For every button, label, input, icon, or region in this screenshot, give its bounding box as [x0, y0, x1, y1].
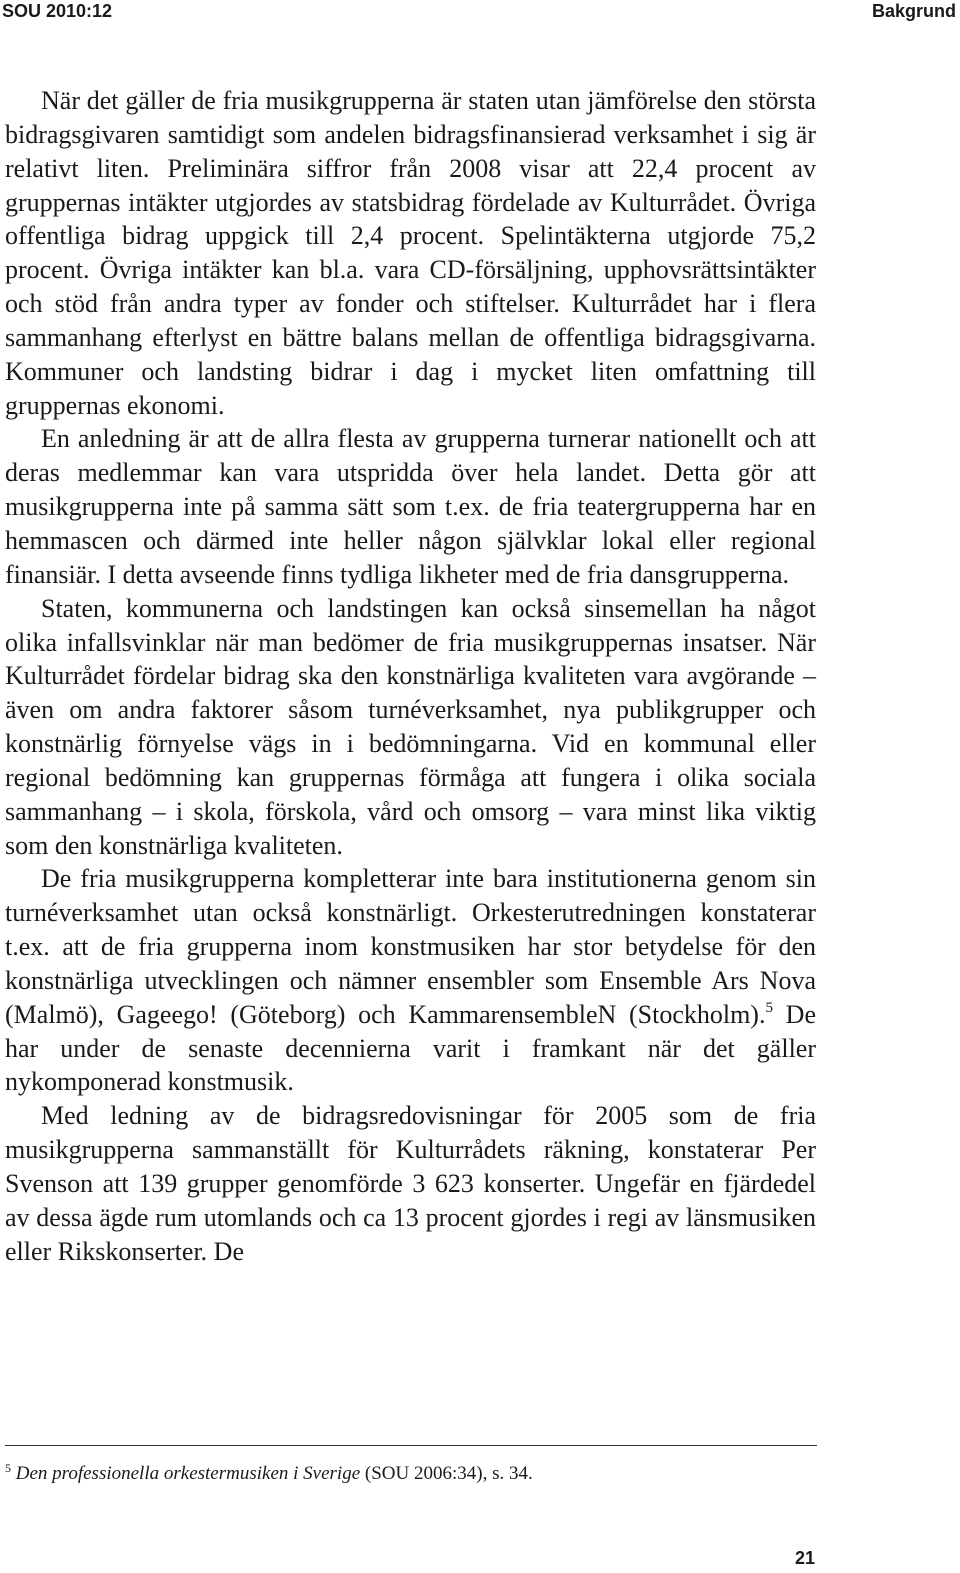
document-reference: SOU 2010:12	[2, 1, 113, 21]
footnote	[5, 1463, 825, 1485]
running-header	[0, 0, 960, 22]
footnote-divider	[5, 1445, 817, 1446]
paragraph-4-text-b: De har under de senaste decennierna varit i framkant när det gäller nykomponerad konstmusik.	[5, 999, 816, 1097]
body-text	[5, 84, 816, 1269]
paragraph-2: En anledning är att de allra flesta av grupperna turnerar nationellt och att deras medlemmar kan vara utspridda över hela landet. Detta gör att musikgrupperna inte på samma sätt som t.ex. de fria teatergrupperna har en hemmascen och därmed inte heller någon självklar lokal eller regional finansiär. I detta avseende finns tydliga likheter med de fria dansgrupperna.	[5, 424, 816, 589]
footnote-number: 5	[5, 1461, 11, 1475]
footnote-reference[interactable]: 5	[765, 999, 773, 1016]
paragraph-4-text-a: De fria musikgrupperna kompletterar inte bara institutionerna genom sin turnéverksamhet utan också konstnärligt. Orkesterutredningen konstaterar t.ex. att de fria grupperna inom konstmusiken har stor betydelse för den konstnärliga utvecklingen och nämner ensembler som Ensemble Ars Nova (Malmö), Gageego! (Göteborg) och KammarensembleN (Stockholm).	[5, 864, 816, 1029]
paragraph-4	[5, 862, 816, 1099]
footnote-citation: (SOU 2006:34), s. 34.	[360, 1463, 533, 1484]
page-number: 21	[794, 1548, 815, 1568]
section-title: Bakgrund	[871, 1, 956, 21]
footnote-cited-title: Den professionella orkestermusiken i Sverige	[15, 1463, 361, 1484]
paragraph-5: Med ledning av de bidragsredovisningar för 2005 som de fria musikgrupperna sammanställt för Kulturrådets räkning, konstaterar Per Svenson att 139 grupper genomförde 3 623 konserter. Ungefär en fjärdedel av dessa ägde rum utomlands och ca 13 procent gjordes i regi av länsmusiken eller Rikskonserter. De	[5, 1101, 816, 1266]
paragraph-3: Staten, kommunerna och landstingen kan också sinsemellan ha något olika infallsvinklar när man bedömer de fria musikgruppernas insatser. När Kulturrådet fördelar bidrag ska den konstnärliga kvaliteten vara avgörande – även om andra faktorer såsom turnéverksamhet, nya publikgrupper och konstnärlig förnyelse vägs in i bedömningarna. Vid en kommunal eller regional bedömning kan gruppernas förmåga att fungera i olika sociala sammanhang – i skola, förskola, vård och omsorg – vara minst lika viktig som den konstnärliga kvaliteten.	[5, 593, 816, 860]
paragraph-1: När det gäller de fria musikgrupperna är staten utan jämförelse den största bidragsgivaren samtidigt som andelen bidragsfinansierad verksamhet i sig är relativt liten. Preliminära siffror från 2008 visar att 22,4 procent av gruppernas intäkter utgjordes av statsbidrag fördelade av Kulturrådet. Övriga offentliga bidrag uppgick till 2,4 procent. Spelintäkterna utgjorde 75,2 procent. Övriga intäkter kan bl.a. vara CD-försäljning, upphovsrättsintäkter och stöd från andra typer av fonder och stiftelser. Kulturrådet har i flera sammanhang efterlyst en bättre balans mellan de offentliga bidragsgivarna. Kommuner och landsting bidrar i dag i mycket liten omfattning till gruppernas ekonomi.	[5, 86, 816, 420]
